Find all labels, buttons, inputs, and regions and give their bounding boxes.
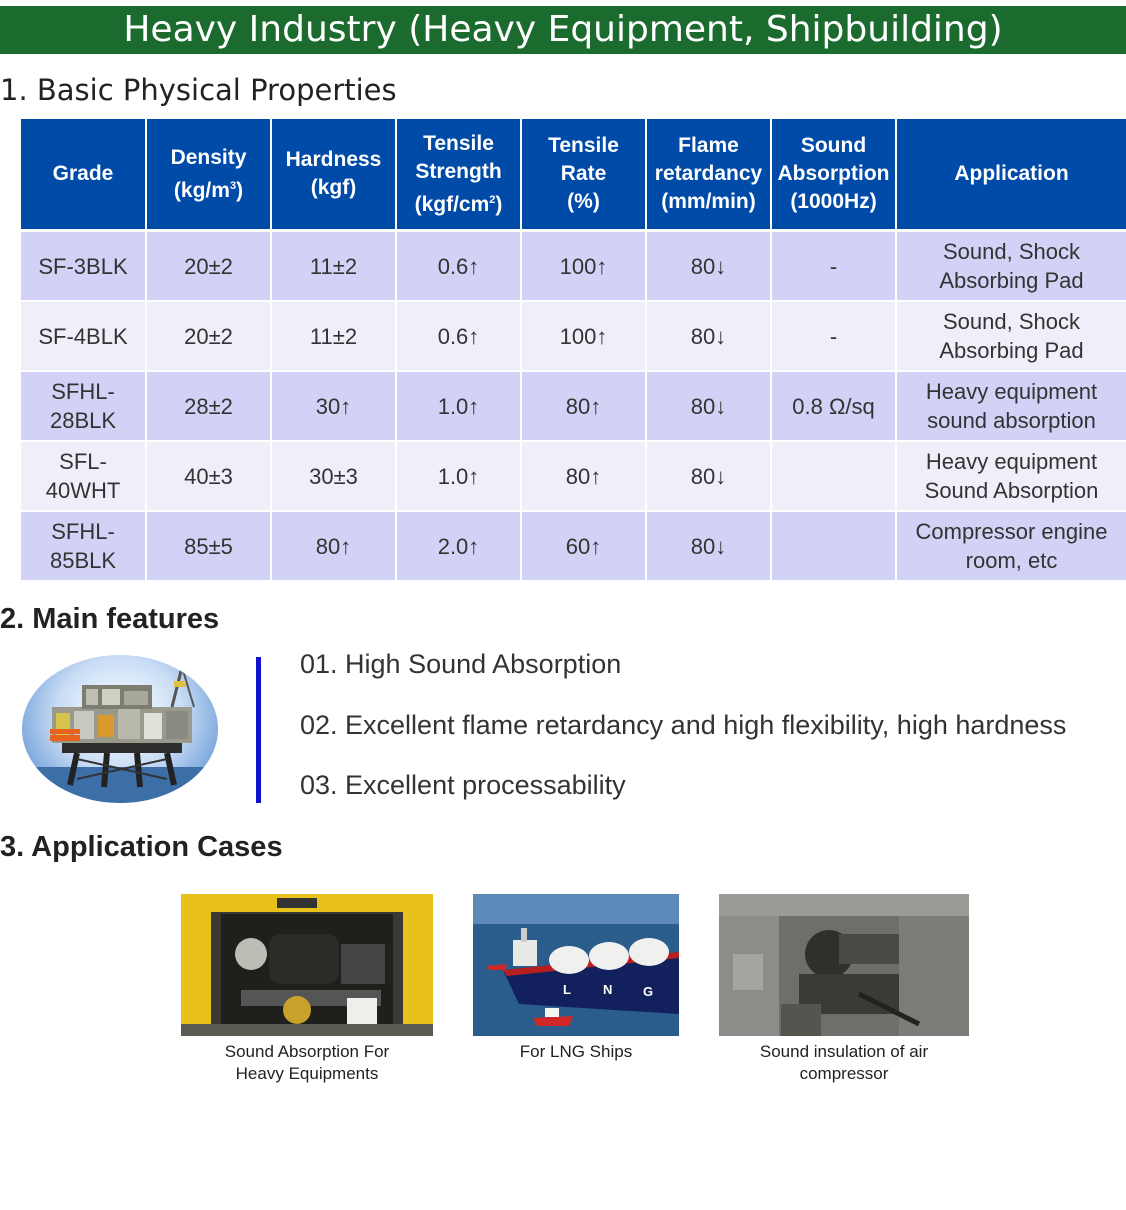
cell-sound: 0.8 Ω/sq xyxy=(772,372,895,442)
cell-density: 85±5 xyxy=(147,512,270,582)
feature-item: 01. High Sound Absorption xyxy=(300,649,622,679)
banner-title: Heavy Industry (Heavy Equipment, Shipbuilding) xyxy=(123,9,1003,50)
feature-item: 02. Excellent flame retardancy and high flexibility, high hardness xyxy=(300,710,1067,740)
cell-flame: 80↓ xyxy=(647,232,770,302)
header-hardness: Hardness (kgf) xyxy=(272,119,395,232)
application-case xyxy=(181,894,433,1085)
cell-density: 28±2 xyxy=(147,372,270,442)
application-case xyxy=(719,894,969,1085)
feature-item: 03. Excellent processability xyxy=(300,770,626,800)
cell-density: 20±2 xyxy=(147,302,270,372)
ship-hull-letter: N xyxy=(603,982,613,997)
properties-table xyxy=(19,119,1126,582)
header-flame-retardancy: Flame retardancy (mm/min) xyxy=(647,119,770,232)
header-application: Application xyxy=(897,119,1126,232)
cell-application: Heavy equipment Sound Absorption xyxy=(897,442,1126,512)
case-caption: Sound Absorption For Heavy Equipments xyxy=(224,1042,390,1083)
cell-hardness: 11±2 xyxy=(272,302,395,372)
cell-application: Sound, Shock Absorbing Pad xyxy=(897,232,1126,302)
cell-density: 40±3 xyxy=(147,442,270,512)
cell-grade: SFHL- 28BLK xyxy=(21,372,145,442)
cell-rate: 60↑ xyxy=(522,512,645,582)
cell-sound xyxy=(772,442,895,512)
application-case xyxy=(473,894,679,1063)
features-divider xyxy=(256,657,261,803)
cell-application: Heavy equipment sound absorption xyxy=(897,372,1126,442)
cell-tensile: 0.6↑ xyxy=(397,232,520,302)
table-header-row xyxy=(21,119,1126,232)
cell-hardness: 30↑ xyxy=(272,372,395,442)
cell-hardness: 30±3 xyxy=(272,442,395,512)
cell-flame: 80↓ xyxy=(647,442,770,512)
offshore-platform-image xyxy=(22,655,218,803)
section-title-application-cases: 3. Application Cases xyxy=(0,831,283,863)
table-row xyxy=(21,302,1126,372)
header-grade: Grade xyxy=(21,119,145,232)
table-row xyxy=(21,372,1126,442)
table-row xyxy=(21,232,1126,302)
section-title-main-features: 2. Main features xyxy=(0,603,220,635)
cell-hardness: 80↑ xyxy=(272,512,395,582)
header-sound-absorption: Sound Absorption (1000Hz) xyxy=(772,119,895,232)
case-caption: For LNG Ships xyxy=(519,1042,633,1061)
cell-grade: SFHL- 85BLK xyxy=(21,512,145,582)
cell-flame: 80↓ xyxy=(647,372,770,442)
table-row xyxy=(21,442,1126,512)
cell-rate: 80↑ xyxy=(522,372,645,442)
cell-grade: SF-3BLK xyxy=(21,232,145,302)
ship-hull-letter: G xyxy=(643,984,654,999)
cell-grade: SFL- 40WHT xyxy=(21,442,145,512)
page-banner xyxy=(0,6,1126,54)
cell-tensile: 0.6↑ xyxy=(397,302,520,372)
cell-grade: SF-4BLK xyxy=(21,302,145,372)
cell-flame: 80↓ xyxy=(647,512,770,582)
cell-rate: 100↑ xyxy=(522,302,645,372)
ship-hull-letter: L xyxy=(563,982,571,997)
header-density: Density $(kg/m^3)$ xyxy=(147,119,270,232)
cell-flame: 80↓ xyxy=(647,302,770,372)
case-caption: Sound insulation of air compressor xyxy=(759,1042,929,1083)
table-row xyxy=(21,512,1126,582)
cell-application: Sound, Shock Absorbing Pad xyxy=(897,302,1126,372)
cell-hardness: 11±2 xyxy=(272,232,395,302)
cell-sound xyxy=(772,512,895,582)
header-tensile-strength: Tensile Strength $(kgf/cm^2)$ xyxy=(397,119,520,232)
header-tensile-rate: Tensile Rate (%) xyxy=(522,119,645,232)
cell-tensile: 1.0↑ xyxy=(397,372,520,442)
cell-sound: - xyxy=(772,232,895,302)
lng-ship-image xyxy=(473,894,679,1036)
cell-rate: 80↑ xyxy=(522,442,645,512)
section-title-physical-properties: 1. Basic Physical Properties xyxy=(0,73,397,107)
cell-application: Compressor engine room, etc xyxy=(897,512,1126,582)
cell-rate: 100↑ xyxy=(522,232,645,302)
cell-tensile: 2.0↑ xyxy=(397,512,520,582)
cell-tensile: 1.0↑ xyxy=(397,442,520,512)
air-compressor-image xyxy=(719,894,969,1036)
cell-density: 20±2 xyxy=(147,232,270,302)
cell-sound: - xyxy=(772,302,895,372)
heavy-equipment-engine-image xyxy=(181,894,433,1036)
